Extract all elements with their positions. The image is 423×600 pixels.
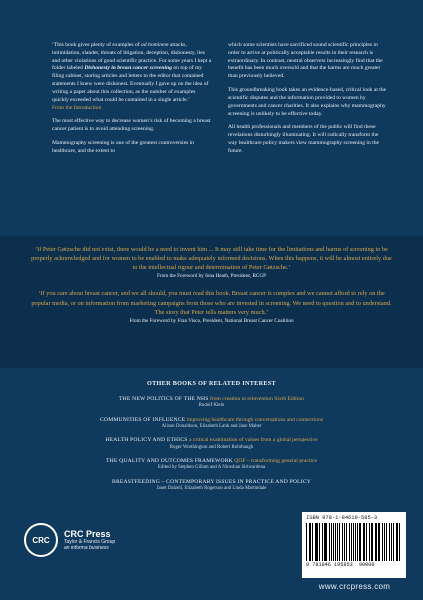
barcode-bar: [331, 523, 332, 561]
barcode-bar: [384, 523, 385, 561]
barcode-bar: [353, 523, 354, 561]
book-subtitle: a critical examination of values from a global perspective: [187, 437, 318, 444]
book-authors: Edited by Stephen Gillam and A Niroshan Siriwardena: [157, 465, 266, 471]
barcode-bar: [357, 523, 358, 561]
barcode-bar: [389, 523, 390, 561]
related-books-heading: OTHER BOOKS OF RELATED INTEREST: [147, 380, 276, 387]
barcode-bar: [342, 523, 343, 561]
barcode-bar: [366, 523, 367, 561]
publisher-group: Taylor & Francis Group: [64, 539, 116, 545]
book-title: THE NEW POLITICS OF THE NHS: [119, 396, 209, 402]
endorsement-quote: ‘If you care about breast cancer, and we all should, you must read this book. Breast cancer is complex and we cannot afford to rely on the popular media, or on information from marketing campaigns from those who are invested in screening. We need to question and to understand. The story that Peter tells matters very much.’: [31, 290, 392, 316]
right-paragraph-2: This groundbreaking book takes an evidence-based, critical look at the scientific disputes and the information provided to women by governments and cancer charities. It also explains why mammography screening is unlikely to be effective today.: [228, 87, 387, 117]
intro-source: From the Introduction: [52, 104, 102, 111]
barcode-bar: [391, 523, 392, 561]
endorsement-band: [0, 236, 423, 368]
barcode-bar: [325, 523, 326, 561]
left-paragraph-2: The most effective way to decrease women’s risk of becoming a breast cancer patient is to avoid attending screening.: [52, 118, 211, 133]
endorsement-attribution: From the Foreword by Iona Heath, President, RCGP: [156, 273, 267, 280]
related-books: [0, 380, 423, 499]
barcode-bar: [393, 523, 394, 561]
barcode-bar: [351, 523, 352, 561]
barcode-bar: [359, 523, 361, 561]
book-subtitle: QOF – transforming general practice: [232, 457, 317, 464]
barcode-bar: [379, 523, 380, 561]
barcode-bar: [344, 523, 346, 561]
book-title: THE QUALITY AND OUTCOMES FRAMEWORK: [106, 457, 233, 464]
barcode-bar: [339, 523, 340, 561]
book-authors: Alison Donaldson, Elizabeth Lank and Jane Maher: [161, 423, 262, 429]
book-item: [0, 396, 423, 410]
barcode-bar: [316, 523, 318, 561]
barcode-bar: [315, 523, 316, 561]
book-title: BREASTFEEDING – CONTEMPORARY ISSUES IN PRACTICE AND POLICY: [112, 478, 311, 485]
barcode-digits: 9 781846 195853: [306, 562, 353, 568]
barcode-bar: [396, 523, 397, 561]
book-authors: Roger Worthington and Robert Rohrbaugh: [169, 444, 254, 450]
barcode-bar: [363, 523, 364, 561]
barcode-bar: [346, 523, 347, 561]
barcode-addon: 90000: [358, 562, 375, 568]
barcode-bar: [324, 523, 325, 561]
barcode: [302, 512, 406, 578]
barcode-bar: [355, 523, 356, 561]
barcode-bar: [306, 523, 307, 561]
barcode-bar: [386, 523, 388, 561]
barcode-bar: [312, 523, 313, 561]
barcode-bar: [375, 523, 377, 561]
barcode-bar: [335, 523, 336, 561]
book-item: [0, 479, 423, 493]
barcode-bar: [369, 523, 370, 561]
right-paragraph-1: which some scientists have sacrificed sound scientific principles in order to arrive at politically acceptable results in their research is extraordinary. In contrast, neutral observers increasingly find that the benefit has been much oversold and that the harms are much greater than previously believed.: [228, 42, 383, 80]
right-paragraph-3: All health professionals and members of the public will find these revelations disturbingly illuminating. It will radically transform the way healthcare policy makers view mammography screening in the future.: [228, 124, 379, 154]
book-title: HEALTH POLICY AND ETHICS: [105, 437, 188, 444]
left-paragraph-3: Mammography screening is one of the greatest controversies in healthcare, and the extent to: [52, 140, 194, 154]
publisher-website: www.crcpress.com: [318, 582, 391, 591]
right-column: [228, 42, 388, 162]
barcode-bar: [382, 523, 383, 561]
isbn-label: ISBN 978-1-84619-585-3: [306, 515, 378, 521]
book-authors: Janet Dalzell, Elizabeth Rogerson and Linda Martindale: [156, 485, 267, 491]
book-title: COMMUNITIES OF INFLUENCE: [100, 416, 186, 423]
intro-quote: ‘This book gives plenty of examples of ad hominem attacks, intimidation, slander, threats of litigation, deception, dishonesty, lies and other violations of good scientific practice. For some years I kept a folder labeled Dishonesty in breast cancer screening on top of my filing cabinet, storing articles and letters to the editor that contained statements I knew were dishonest. Eventually I gave up on the idea of writing a paper about this collection, as the number of examples quickly exceeded what could be contained in a single article.’ From the Introduction: [52, 42, 212, 111]
barcode-bar: [372, 523, 373, 561]
barcode-bar: [364, 523, 365, 561]
barcode-bar: [399, 523, 400, 561]
barcode-bar: [333, 523, 334, 561]
barcode-bar: [349, 523, 350, 561]
barcode-bar: [319, 523, 320, 561]
barcode-bar: [378, 523, 379, 561]
endorsement-attribution: From the Foreword by Fran Visco, President, National Breast Cancer Coalition: [129, 317, 294, 324]
crc-logo-icon: CRC: [24, 523, 58, 557]
book-subtitle: from creation to reinvention Sixth Edition: [208, 396, 304, 402]
barcode-bar: [309, 523, 310, 561]
book-subtitle: improving healthcare through conversations and connections: [185, 416, 323, 423]
barcode-bar: [371, 523, 372, 561]
publisher-name: CRC Press: [64, 529, 111, 539]
book-item: [0, 437, 423, 451]
left-column: [52, 42, 212, 162]
barcode-bar: [329, 523, 331, 561]
publisher-tagline: an informa business: [64, 545, 109, 551]
barcode-bar: [397, 523, 398, 561]
endorsement-quote: ‘If Peter Gøtzsche did not exist, there would be a need to invent him ... It may still take time for the limitations and harms of screening to be properly acknowledged and for women to be enabled to make adequately informed decisions. When this happens, it will be almost entirely due to the intellectual rigour and determination of Peter Gøtzsche.’: [31, 246, 392, 272]
publisher-logo: [24, 520, 164, 560]
barcode-bar: [310, 523, 311, 561]
barcode-bar: [337, 523, 338, 561]
barcode-bars: [306, 523, 402, 561]
book-authors: Rudolf Klein: [198, 403, 225, 409]
book-item: [0, 458, 423, 472]
blurb-columns: [52, 42, 388, 162]
barcode-bar: [322, 523, 323, 561]
book-item: [0, 417, 423, 431]
